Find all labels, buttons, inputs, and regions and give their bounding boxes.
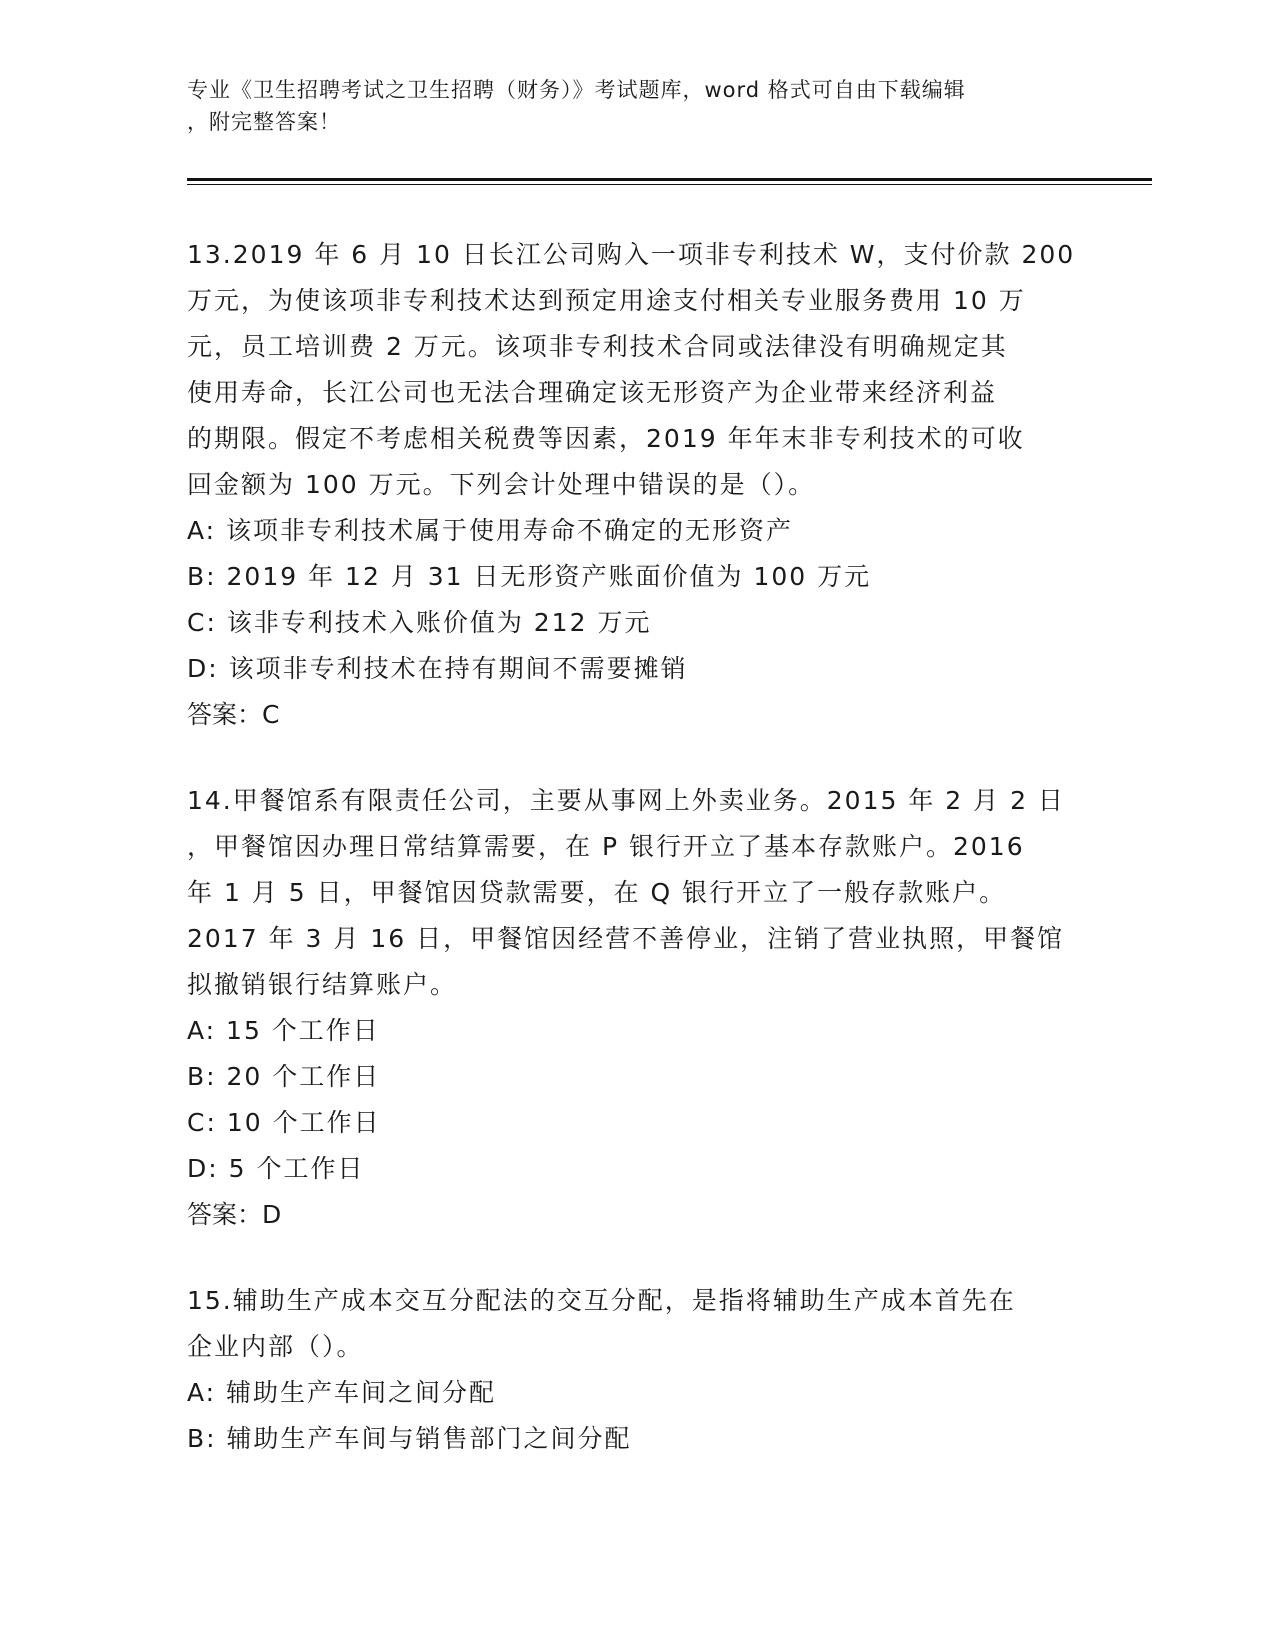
document-header (187, 74, 1067, 138)
question-stem-line: 元，员工培训费 2 万元。该项非专利技术合同或法律没有明确规定其 (187, 332, 1008, 361)
question-stem-line: 的期限。假定不考虑相关税费等因素，2019 年年末非专利技术的可收 (187, 424, 1025, 453)
option-c: C: 该非专利技术入账价值为 212 万元 (187, 608, 652, 637)
option-b: B: 20 个工作日 (187, 1062, 381, 1091)
option-a: A: 辅助生产车间之间分配 (187, 1378, 497, 1407)
option-a: A: 15 个工作日 (187, 1016, 380, 1045)
option-d: D: 5 个工作日 (187, 1154, 365, 1183)
question-stem-line: 企业内部（）。 (187, 1332, 364, 1361)
question-stem-line: 2017 年 3 月 16 日，甲餐馆因经营不善停业，注销了营业执照，甲餐馆 (187, 924, 1065, 953)
question-stem-line: 拟撤销银行结算账户。 (187, 970, 458, 999)
question-stem-line: 回金额为 100 万元。下列会计处理中错误的是（）。 (187, 470, 816, 499)
question-stem-line: 年 1 月 5 日，甲餐馆因贷款需要，在 Q 银行开立了一般存款账户。 (187, 878, 1007, 907)
option-b: B: 辅助生产车间与销售部门之间分配 (187, 1424, 632, 1453)
header-divider-thin (187, 184, 1152, 185)
option-d: D: 该项非专利技术在持有期间不需要摊销 (187, 654, 688, 683)
answer-key: 答案：C (187, 700, 280, 729)
question-stem-line: 使用寿命，长江公司也无法合理确定该无形资产为企业带来经济利益 (187, 378, 998, 407)
header-title-line: 专业《卫生招聘考试之卫生招聘（财务）》考试题库，word 格式可自由下载编辑 (187, 78, 966, 102)
header-title-line-continued: ，附完整答案！ (187, 110, 341, 134)
question-stem-line: 13.2019 年 6 月 10 日长江公司购入一项非专利技术 W，支付价款 200 (187, 240, 1076, 269)
answer-key: 答案：D (187, 1200, 282, 1229)
option-c: C: 10 个工作日 (187, 1108, 381, 1137)
question-14 (187, 778, 1087, 1238)
header-divider-thick (187, 178, 1152, 181)
option-b: B: 2019 年 12 月 31 日无形资产账面价值为 100 万元 (187, 562, 872, 591)
question-13 (187, 232, 1087, 738)
question-stem-line: 15.辅助生产成本交互分配法的交互分配，是指将辅助生产成本首先在 (187, 1286, 1016, 1315)
option-a: A: 该项非专利技术属于使用寿命不确定的无形资产 (187, 516, 794, 545)
question-stem-line: ，甲餐馆因办理日常结算需要，在 P 银行开立了基本存款账户。2016 (187, 832, 1025, 861)
question-15 (187, 1278, 1087, 1462)
question-stem-line: 万元，为使该项非专利技术达到预定用途支付相关专业服务费用 10 万 (187, 286, 1026, 315)
question-stem-line: 14.甲餐馆系有限责任公司，主要从事网上外卖业务。2015 年 2 月 2 日 (187, 786, 1065, 815)
